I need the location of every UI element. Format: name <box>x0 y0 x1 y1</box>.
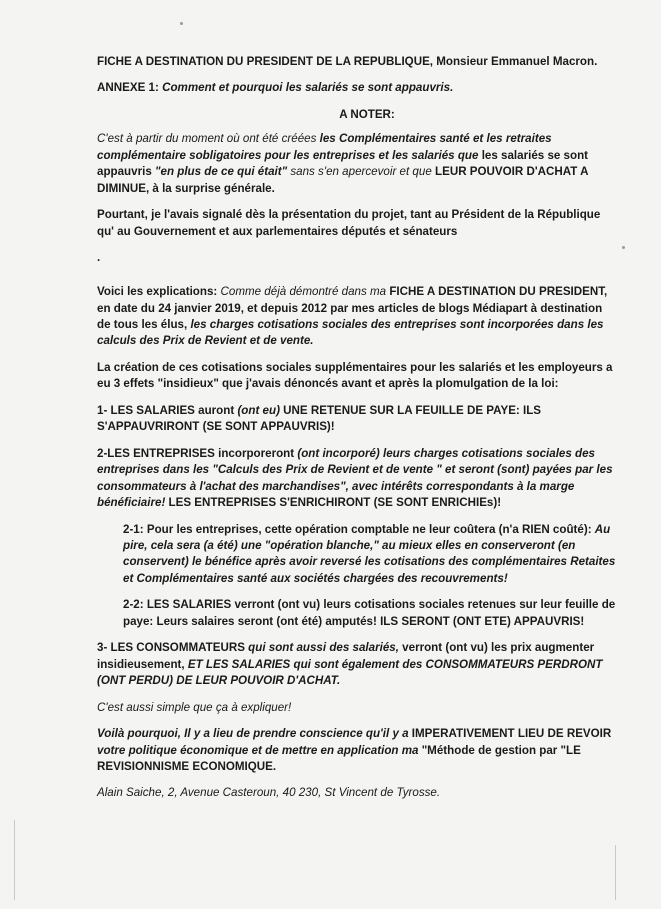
stray-dot: . <box>97 251 101 265</box>
paragraph-consommateurs <box>97 640 617 689</box>
p11-s4: "Méthode de gestion par "LE REVISIONNISME ECONOMIQUE. <box>97 743 581 773</box>
paragraph-2-1 <box>97 522 617 588</box>
p9-s1: 3- LES CONSOMMATEURS <box>97 641 249 655</box>
p1-s2: les Complémentaires santé et les retraites complémentaire sobligatoires pour les entreprises et les salariés que <box>97 132 552 162</box>
p1-s3: les salariés se sont appauvris <box>97 148 589 179</box>
paragraph-entreprises <box>97 446 617 512</box>
paragraph-2-2 <box>97 597 617 630</box>
p3-s1: Voici les explications: <box>97 285 221 299</box>
p8-s1: 2-2: LES SALARIES verront (ont vu) leurs cotisations sociales retenues sur leur feuille de paye: Leurs salaires seront (ont été) amputés! <box>123 598 616 628</box>
p9-s2: qui sont aussi des salariés, <box>248 641 403 655</box>
paragraph-intro <box>97 131 617 197</box>
p1-s7: , à la surprise générale. <box>145 181 275 195</box>
p11-s1: Voilà pourquoi, Il y a lieu de prendre conscience qu'il y a <box>97 727 412 741</box>
annex-heading <box>97 80 617 96</box>
p9-s3: verront (ont vu) les prix augmenter insidieusement, <box>97 641 595 671</box>
p1-s5: sans s'en apercevoir et que <box>287 165 435 179</box>
p11-s2: IMPERATIVEMENT LIEU DE REVOIR <box>411 727 612 741</box>
p6-s3: leurs charges cotisations sociales des entreprises dans les "Calculs des Prix de Revient et de vente " et seront (sont) payées par les consommateurs à l'achat des marchandises", avec intérêts correspondants à la marge bénéficiaire! <box>97 446 613 510</box>
paragraph-effets: La création de ces cotisations sociales supplémentaires pour les salariés et les employeurs a eu 3 effets "insidieux" que j'avais dénoncés avant et après la plomulgation de la loi: <box>97 360 613 391</box>
p6-s4: LES ENTREPRISES S'ENRICHIRONT (SE SONT ENRICHIEs)! <box>165 496 502 510</box>
p5-s2: (ont eu) <box>237 403 280 417</box>
paragraph-simple: C'est aussi simple que ça à expliquer! <box>97 700 292 714</box>
p11-s3: votre politique économique et de mettre en application ma <box>97 743 422 757</box>
signature-address: Alain Saiche, 2, Avenue Casteroun, 40 230, St Vincent de Tyrosse. <box>97 786 441 800</box>
p3-s3: FICHE A DESTINATION DU PRESIDENT, en date du 24 janvier 2019, et depuis 2012 par mes articles de blogs Médiapart à destination de tous les élus, <box>97 285 608 331</box>
paragraph-conclusion <box>97 726 617 775</box>
p3-s4: les charges cotisations sociales des entreprises sont incorporées dans les calculs des Prix de Revient et de vente. <box>97 317 604 348</box>
scan-edge-line <box>14 820 15 900</box>
paragraph-explications <box>97 284 617 350</box>
scan-edge-line <box>615 845 616 900</box>
p5-s3: UNE RETENUE SUR LA FEUILLE DE PAYE: ILS S'APPAUVRIRONT (SE SONT APPAUVRIS)! <box>97 403 542 434</box>
scan-speck <box>180 22 183 25</box>
p6-s2: (ont incorporé) <box>297 446 380 460</box>
annex-subtitle: Comment et pourquoi les salariés se sont appauvris. <box>162 81 454 95</box>
document-title: FICHE A DESTINATION DU PRESIDENT DE LA REPUBLIQUE, Monsieur Emmanuel Macron. <box>97 55 598 68</box>
p9-s4: ET LES SALARIES qui sont également des CONSOMMATEURS PERDRONT (ONT PERDU) DE LEUR POUVOIR D'ACHAT. <box>97 657 603 688</box>
p5-s1: 1- LES SALARIES auront <box>97 403 238 417</box>
paragraph-salaries <box>97 403 617 436</box>
p1-s1: C'est à partir du moment où ont été créées <box>97 132 320 146</box>
p7-s2: Au pire, cela sera (a été) une "opération blanche," au mieux elles en conserveront (en conservent) le bénéfice après avoir reversé les cotisations des complémentaires Retaites et Complémentaires santé aux sociétés chargées des recouvrements! <box>123 522 616 585</box>
p7-s1: 2-1: Pour les entreprises, cette opération comptable ne leur coûtera (n'a RIEN coûté): <box>123 522 595 536</box>
p1-s6: LEUR POUVOIR D'ACHAT A DIMINUE <box>97 165 589 195</box>
p1-s4: "en plus de ce qui était" <box>155 165 288 179</box>
p3-s2: Comme déjà démontré dans ma <box>220 285 390 299</box>
annex-label: ANNEXE 1: <box>97 81 163 95</box>
p6-s1: 2-LES ENTREPRISES incorporeront <box>97 446 298 460</box>
paragraph-pourtant: Pourtant, je l'avais signalé dès la présentation du projet, tant au Président de la République qu' au Gouvernement et aux parlementaires députés et sénateurs <box>97 208 601 238</box>
scan-speck <box>622 246 625 249</box>
note-heading: A NOTER: <box>339 107 395 121</box>
p8-s2: ILS SERONT (ONT ETE) APPAUVRIS! <box>380 614 585 628</box>
